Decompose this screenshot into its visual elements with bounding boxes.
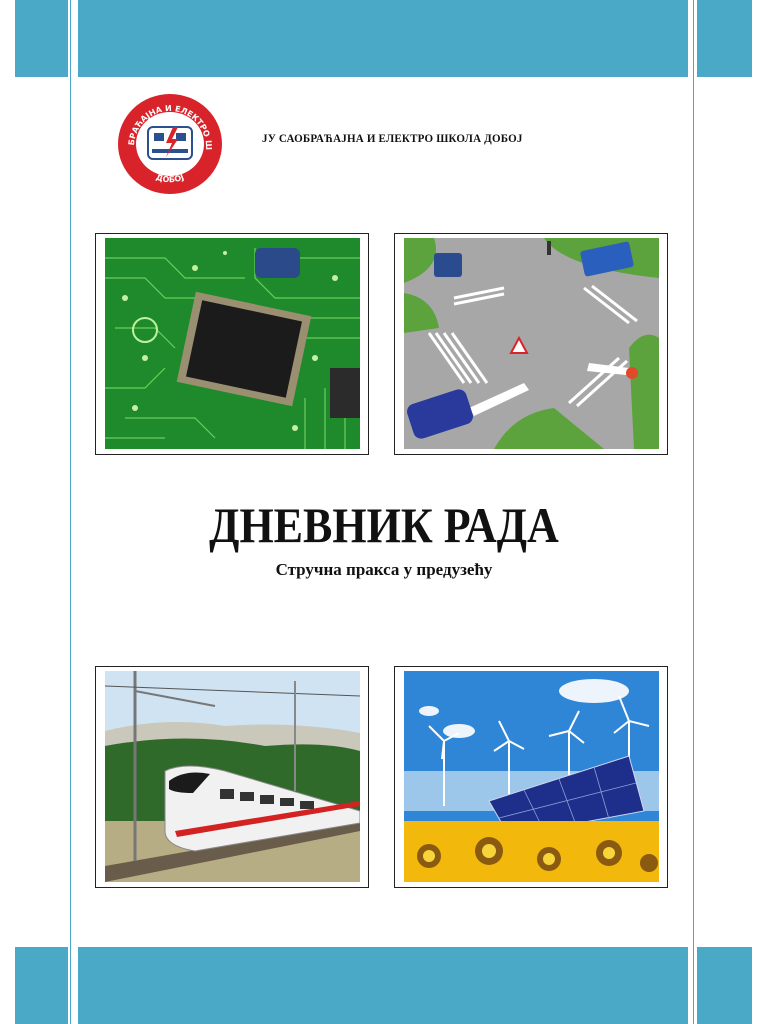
- logo-text-bottom: ДОБОЈ: [154, 172, 186, 185]
- top-band-center: [78, 0, 688, 77]
- document-title: ДНЕВНИК РАДА: [209, 497, 559, 553]
- bottom-band-left: [15, 947, 68, 1024]
- top-band-left: [15, 0, 68, 77]
- solar-panels-wind-turbines-photo: [394, 666, 668, 888]
- school-logo: [116, 93, 224, 195]
- high-speed-train-photo: [95, 666, 369, 888]
- document-subtitle: Стручна пракса у предузећу: [275, 560, 493, 579]
- circuit-board-photo: [95, 233, 369, 455]
- top-band-right: [697, 0, 752, 77]
- logo-text-top: БРАЋАЈНА И ЕЛЕКТРО Ш: [126, 103, 214, 151]
- traffic-intersection-illustration: [394, 233, 668, 455]
- bottom-band-right: [697, 947, 752, 1024]
- bottom-band-center: [78, 947, 688, 1024]
- school-name: ЈУ САОБРАЋАЈНА И ЕЛЕКТРО ШКОЛА ДОБОЈ: [262, 131, 523, 145]
